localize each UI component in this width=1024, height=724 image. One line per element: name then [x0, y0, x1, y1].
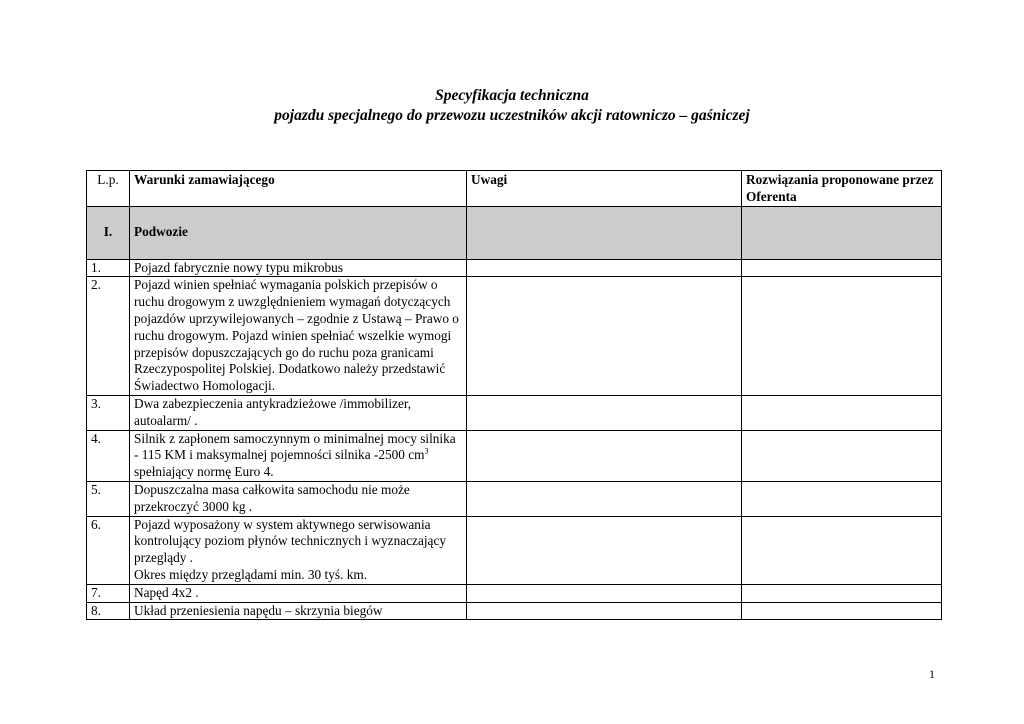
row-rozwiazania-cell	[742, 516, 942, 584]
row-uwagi-cell	[467, 259, 742, 277]
table-row	[87, 395, 942, 430]
row-lp: 1.	[87, 259, 130, 277]
row-rozwiazania-cell	[742, 481, 942, 516]
table-row	[87, 259, 942, 277]
document-title-block	[0, 86, 1024, 126]
section-rozwiazania-cell	[742, 206, 942, 259]
table-row	[87, 481, 942, 516]
row-lp: 8.	[87, 602, 130, 620]
table-row	[87, 602, 942, 620]
row-rozwiazania-cell	[742, 395, 942, 430]
row-uwagi-cell	[467, 481, 742, 516]
row-warunki	[130, 430, 467, 481]
header-warunki: Warunki zamawiającego	[130, 171, 467, 207]
row-warunki: Napęd 4x2 .	[130, 584, 467, 602]
row-lp: 3.	[87, 395, 130, 430]
table-row	[87, 516, 942, 584]
document-title: Specyfikacja techniczna	[435, 87, 589, 104]
row-uwagi-cell	[467, 584, 742, 602]
section-label: Podwozie	[130, 206, 467, 259]
row-lp: 5.	[87, 481, 130, 516]
table-header-row	[87, 171, 942, 207]
table-row	[87, 584, 942, 602]
section-row-podwozie	[87, 206, 942, 259]
table-row	[87, 277, 942, 396]
row-rozwiazania-cell	[742, 277, 942, 396]
header-uwagi: Uwagi	[467, 171, 742, 207]
row-warunki-line1: Pojazd wyposażony w system aktywnego serwisowania kontrolujący poziom płynów technicznych i wyznaczający przeglądy .	[134, 516, 446, 566]
row-uwagi-cell	[467, 430, 742, 481]
row-uwagi-cell	[467, 602, 742, 620]
row-warunki-text: Silnik z zapłonem samoczynnym o minimalnej mocy silnika - 115 KM i maksymalnej pojemności silnika -2500 cm	[134, 430, 456, 463]
section-number: I.	[87, 206, 130, 259]
row-rozwiazania-cell	[742, 430, 942, 481]
row-warunki: Pojazd winien spełniać wymagania polskich przepisów o ruchu drogowym z uwzględnieniem wymagań dotyczących pojazdów uprzywilejowanych – zgodnie z Ustawą – Prawo o ruchu drogowym. Pojazd winien spełniać wszelkie wymogi przepisów dopuszczających go do ruchu poza granicami Rzeczypospolitej Polskiej. Dodatkowo należy przedstawić Świadectwo Homologacji.	[130, 277, 467, 396]
row-warunki: Dwa zabezpieczenia antykradzieżowe /immobilizer, autoalarm/ .	[130, 395, 467, 430]
page-number: 1	[929, 667, 935, 681]
row-rozwiazania-cell	[742, 259, 942, 277]
row-warunki-text-after: spełniający normę Euro 4.	[134, 464, 274, 480]
row-uwagi-cell	[467, 277, 742, 396]
row-lp: 6.	[87, 516, 130, 584]
header-rozwiazania: Rozwiązania proponowane przez Oferenta	[742, 171, 942, 207]
table-row	[87, 430, 942, 481]
row-rozwiazania-cell	[742, 602, 942, 620]
row-uwagi-cell	[467, 516, 742, 584]
section-uwagi-cell	[467, 206, 742, 259]
row-rozwiazania-cell	[742, 584, 942, 602]
row-warunki	[130, 516, 467, 584]
row-uwagi-cell	[467, 395, 742, 430]
superscript-cubic: 3	[424, 446, 429, 456]
row-warunki: Dopuszczalna masa całkowita samochodu nie może przekroczyć 3000 kg .	[130, 481, 467, 516]
row-warunki-line2: Okres między przeglądami min. 30 tyś. km.	[134, 566, 368, 582]
header-lp: L.p.	[87, 171, 130, 207]
row-lp: 7.	[87, 584, 130, 602]
row-lp: 4.	[87, 430, 130, 481]
specification-table	[86, 170, 942, 620]
row-warunki: Układ przeniesienia napędu – skrzynia biegów	[130, 602, 467, 620]
document-subtitle: pojazdu specjalnego do przewozu uczestników akcji ratowniczo – gaśniczej	[274, 107, 750, 124]
row-lp: 2.	[87, 277, 130, 396]
row-warunki: Pojazd fabrycznie nowy typu mikrobus	[130, 259, 467, 277]
